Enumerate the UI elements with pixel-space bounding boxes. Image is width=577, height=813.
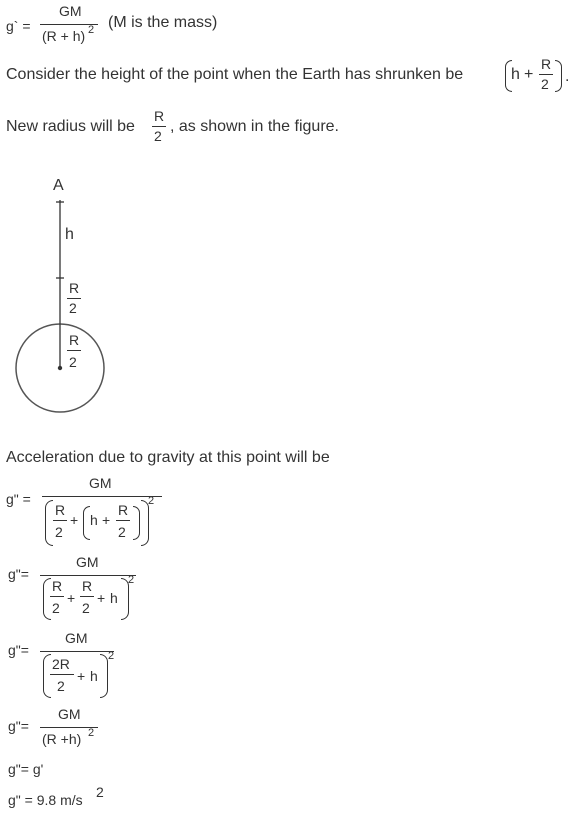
eq1-lhs: g` =: [6, 18, 31, 34]
para2-frac-num: R: [154, 108, 165, 124]
height-label-h: h: [65, 226, 74, 243]
para1-frac-bar: [539, 74, 553, 75]
eq5-lhs: g"=: [8, 718, 29, 734]
eq7-exponent: 2: [96, 784, 104, 800]
para1-text: Consider the height of the point when the Earth has shrunken be: [6, 66, 464, 83]
eq4-h: h: [90, 668, 98, 684]
eq4-r-bar: [50, 674, 74, 675]
eq2-r1-bar: [53, 520, 67, 521]
eq5-denominator: (R +h): [42, 731, 82, 747]
eq2-r2-bar: [116, 520, 130, 521]
seg1-bar: [67, 298, 81, 299]
eq3-r2: R: [82, 578, 93, 594]
eq1-note: (M is the mass): [108, 14, 218, 31]
eq3-r2-den: 2: [82, 600, 90, 616]
eq2-exponent: 2: [148, 495, 155, 507]
eq2-numerator: GM: [89, 475, 112, 491]
eq3-r1: R: [52, 578, 63, 594]
eq3-exponent: 2: [128, 574, 135, 586]
eq2-r2-den: 2: [118, 524, 126, 540]
para2-text: New radius will be: [6, 118, 135, 135]
equation-step-5: g"= g': [8, 761, 44, 777]
para1-frac-den: 2: [541, 76, 549, 92]
eq2-r1: R: [55, 502, 66, 518]
seg2-num: R: [69, 332, 80, 348]
eq3-left-paren: [43, 578, 51, 620]
para1-right-paren: [555, 60, 562, 92]
eq4-numerator: GM: [65, 630, 88, 646]
eq2-lhs: g" =: [6, 491, 31, 507]
eq3-h: h: [110, 590, 118, 606]
eq2-r2: R: [118, 502, 129, 518]
eq1-numerator: GM: [59, 3, 82, 19]
earth-diagram: [0, 170, 120, 420]
eq1-denominator: (R + h): [42, 28, 86, 44]
center-dot: [58, 366, 62, 370]
para2-frac-den: 2: [154, 128, 162, 144]
para2-after: , as shown in the figure.: [170, 118, 339, 135]
eq2-h: h: [90, 512, 98, 528]
eq2-r1-den: 2: [55, 524, 63, 540]
eq7-text: g" = 9.8 m/s: [8, 792, 83, 808]
eq5-exponent: 2: [88, 727, 95, 739]
eq4-r-den: 2: [57, 678, 65, 694]
eq4-r: 2R: [52, 656, 70, 672]
eq2-fraction-bar: [42, 496, 162, 497]
eq4-lhs: g"=: [8, 642, 29, 658]
seg1-den: 2: [69, 300, 77, 316]
eq3-lhs: g"=: [8, 566, 29, 582]
eq3-fraction-bar: [40, 575, 136, 576]
eq2-inner-right-paren: [133, 506, 140, 540]
eq2-plus2: +: [102, 512, 111, 528]
eq2-plus1: +: [70, 512, 79, 528]
eq3-numerator: GM: [76, 554, 99, 570]
eq2-inner-left-paren: [83, 506, 90, 540]
eq4-right-paren: [100, 654, 108, 698]
para2-frac-bar: [152, 126, 166, 127]
eq3-r1-bar: [50, 596, 64, 597]
seg1-num: R: [69, 280, 80, 296]
point-label-a: A: [53, 177, 64, 194]
eq3-plus2: +: [97, 590, 106, 606]
eq5-numerator: GM: [58, 706, 81, 722]
eq3-r2-bar: [80, 596, 94, 597]
eq4-plus: +: [77, 668, 86, 684]
para1-h: h: [511, 66, 520, 83]
seg2-den: 2: [69, 354, 77, 370]
eq3-r1-den: 2: [52, 600, 60, 616]
paragraph-acceleration: Acceleration due to gravity at this point will be: [6, 449, 330, 466]
eq2-outer-left-paren: [45, 500, 53, 546]
eq4-fraction-bar: [40, 651, 114, 652]
eq1-exponent: 2: [88, 24, 95, 36]
para1-plus: +: [524, 66, 534, 83]
eq4-left-paren: [43, 654, 51, 698]
eq3-plus1: +: [67, 590, 76, 606]
para1-period: .: [565, 68, 570, 85]
eq4-exponent: 2: [108, 650, 115, 662]
para1-frac-num: R: [541, 56, 552, 72]
seg2-bar: [67, 350, 81, 351]
